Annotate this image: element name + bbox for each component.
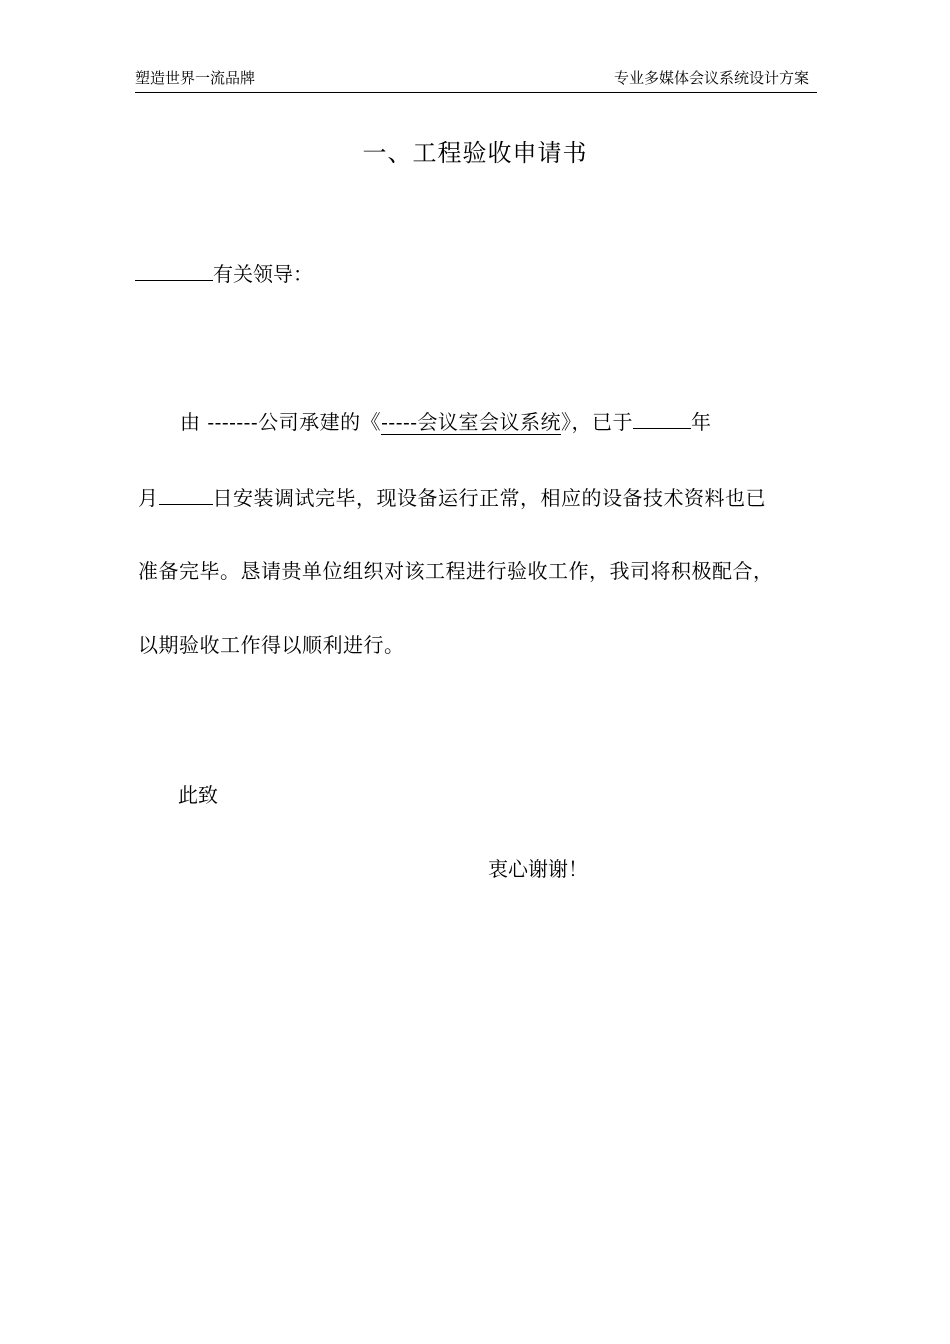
- body-text: 日安装调试完毕，现设备运行正常，相应的设备技术资料也已: [212, 486, 766, 510]
- body-text: 由 -------公司承建的《: [180, 410, 382, 434]
- month-blank: [159, 480, 213, 505]
- body-line-2: [138, 480, 818, 514]
- header-document-title: 专业多媒体会议系统设计方案: [613, 69, 809, 87]
- body-line-3: 准备完毕。恳请贵单位组织对该工程进行验收工作，我司将积极配合，: [138, 559, 774, 583]
- salutation: [135, 256, 313, 290]
- header-slogan: 塑造世界一流品牌: [135, 69, 256, 87]
- body-line-4: 以期验收工作得以顺利进行。: [138, 633, 405, 657]
- recipient-blank: [135, 256, 213, 281]
- body-text: 年: [690, 410, 712, 434]
- closing: 此致: [178, 783, 218, 807]
- salutation-text: 有关领导：: [213, 262, 313, 286]
- body-text: 》，已于: [560, 410, 633, 434]
- year-blank: [633, 404, 691, 429]
- page-header: [135, 64, 817, 93]
- document-title: 一、工程验收申请书: [362, 139, 588, 167]
- system-name: -----会议室会议系统: [381, 410, 561, 434]
- body-line-1: [138, 404, 818, 438]
- thanks-line: 衷心谢谢！: [488, 857, 588, 881]
- body-text: 月: [138, 486, 159, 510]
